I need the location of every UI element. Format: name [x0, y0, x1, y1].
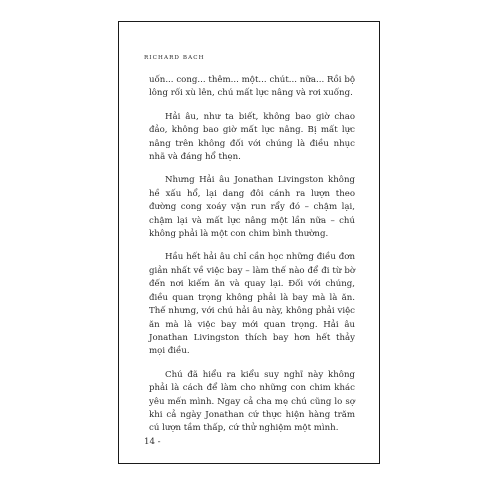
paragraph-1: uốn... cong... thêm... một... chút... nữa... Rồi bộ lông rối xù lên, chú mất lực nâng và rơi xuống. — [149, 75, 355, 99]
paragraph-3: Nhưng Hải âu Jonathan Livingston không hề xấu hổ, lại dang đôi cánh ra lượn theo đường cong xoáy vặn run rẩy đó – chậm lại, chậm lại và mất lực nâng một lần nữa – chú không phải là một con chim bình thường. — [149, 175, 355, 240]
paragraph-4: Hầu hết hải âu chỉ cần học những điều đơn giản nhất về việc bay – làm thế nào để đi từ bờ đến nơi kiếm ăn và quay lại. Đối với chúng, điều quan trọng không phải là bay mà là ăn. Thế nhưng, với chú hải âu này, không phải việc ăn mà là việc bay mới quan trọng. Hải âu Jonathan Livingston thích bay hơn hết thảy mọi điều. — [149, 252, 355, 357]
running-head: RICHARD BACH — [144, 55, 205, 61]
body-text — [149, 74, 355, 446]
paragraph-5: Chú đã hiểu ra kiểu suy nghĩ này không phải là cách để làm cho những con chim khác yêu mến mình. Ngay cả cha mẹ chú cũng lo sợ khi cả ngày Jonathan cứ thực hiện hàng trăm cú lượn tầm thấp, cứ thử nghiệm một mình. — [149, 369, 355, 434]
book-page — [118, 21, 380, 464]
paragraph-2: Hải âu, như ta biết, không bao giờ chao đảo, không bao giờ mất lực nâng. Bị mất lực nâng trên không đối với chúng là điều nhục nhã và đáng hổ thẹn. — [149, 111, 355, 163]
page-number: 14 - — [144, 437, 161, 447]
